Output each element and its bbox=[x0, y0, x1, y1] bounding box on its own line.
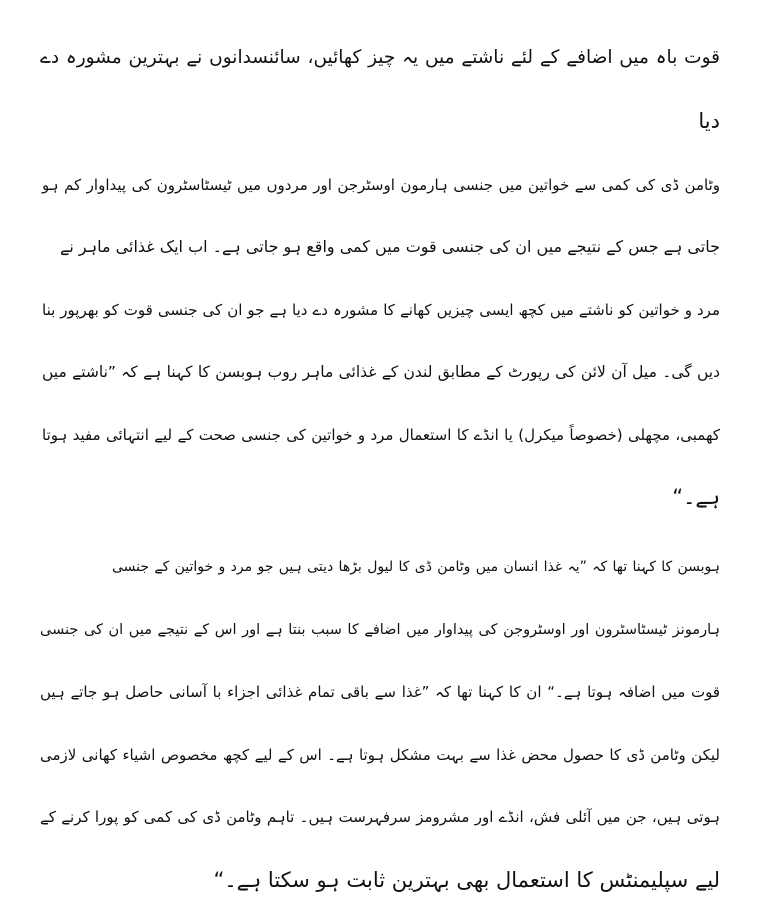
paragraph-1-line-4: دیں گی۔ میل آن لائن کی رپورٹ کے مطابق لندن کے غذائی ماہر روب ہوبسن کا کہنا ہے کہ ”ناشتے میں bbox=[42, 363, 720, 381]
paragraph-1-line-5: کھمبی، مچھلی (خصوصاً میکرل) یا انڈے کا استعمال مرد و خواتین کی جنسی صحت کے لیے انتہائی مفید ہوتا bbox=[42, 426, 720, 444]
article-title-line-1: قوت باہ میں اضافے کے لئے ناشتے میں یہ چیز کھائیں، سائنسدانوں نے بہترین مشورہ دے bbox=[40, 47, 720, 68]
paragraph-1-line-3: مرد و خواتین کو ناشتے میں کچھ ایسی چیزیں کھانے کا مشورہ دے دیا ہے جو ان کی جنسی قوت کو بھرپور بنا bbox=[42, 301, 720, 319]
article-title-line-2: دیا bbox=[698, 109, 720, 133]
paragraph-2-line-5: ہوتی ہیں، جن میں آئلی فش، انڈے اور مشرومز سرفہرست ہیں۔ تاہم وٹامن ڈی کی کمی کو پورا کرنے کے bbox=[40, 808, 720, 826]
paragraph-2-line-2: ہارمونز ٹیسٹاسٹرون اور اوسٹروجن کی پیداوار میں اضافے کا سبب بنتا ہے اور اس کے نتیجے میں ان کی جنسی bbox=[40, 622, 720, 638]
paragraph-2-line-1: ہوبسن کا کہنا تھا کہ ”یہ غذا انسان میں وٹامن ڈی کا لیول بڑھا دیتی ہیں جو مرد و خواتین کے جنسی bbox=[112, 559, 720, 575]
paragraph-1-line-6: ہے۔“ bbox=[672, 485, 720, 509]
paragraph-2-line-6: لیے سپلیمنٹس کا استعمال بھی بہترین ثابت ہو سکتا ہے۔“ bbox=[213, 868, 720, 892]
paragraph-2-line-4: لیکن وٹامن ڈی کا حصول محض غذا سے بہت مشکل ہوتا ہے۔ اس کے لیے کچھ مخصوص اشیاء کھانی لازمی bbox=[40, 746, 720, 764]
paragraph-1-line-1: وٹامن ڈی کی کمی سے خواتین میں جنسی ہارمون اوسٹرجن اور مردوں میں ٹیسٹاسٹرون کی پیداوار کم ہو bbox=[42, 176, 720, 194]
paragraph-2-line-3: قوت میں اضافہ ہوتا ہے۔“ ان کا کہنا تھا کہ ”غذا سے باقی تمام غذائی اجزاء با آسانی حاصل ہو جاتے ہیں bbox=[40, 683, 720, 701]
paragraph-1-line-2: جاتی ہے جس کے نتیجے میں ان کی جنسی قوت میں کمی واقع ہو جاتی ہے۔ اب ایک غذائی ماہر نے bbox=[60, 237, 720, 256]
